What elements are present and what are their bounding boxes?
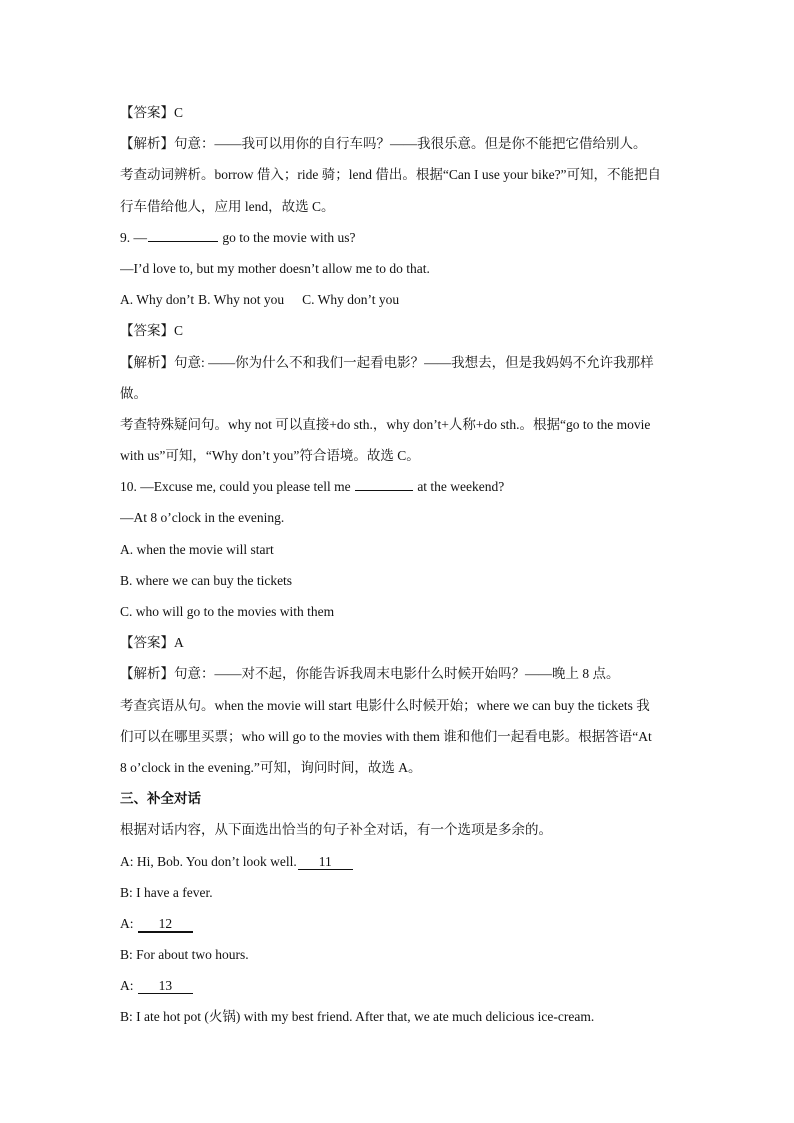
dialogue-line-1-text: A: Hi, Bob. You don’t look well. [120, 853, 297, 869]
analysis-8-conclusion: 行车借给他人，应用 lend，故选 C。 [120, 198, 335, 214]
analysis-8-meaning: 【解析】句意：——我可以用你的自行车吗？——我很乐意。但是你不能把它借给别人。 [120, 136, 647, 152]
dialogue-blank-12: 12 [138, 916, 193, 933]
dialogue-line-3-text: A: [120, 915, 137, 931]
analysis-9-meaning-cont: 做。 [120, 385, 147, 401]
question-9-reply: —I’d love to, but my mother doesn’t allow me to do that. [120, 260, 430, 276]
answer-label-10: 【答案】A [120, 635, 184, 651]
dialogue-blank-11: 11 [298, 854, 353, 870]
analysis-10-conclusion: 8 o’clock in the evening.”可知，询问时间，故选 A。 [120, 759, 422, 775]
question-9-option-c: C. Why don’t you [302, 292, 400, 308]
dialogue-line-3 [120, 911, 680, 942]
question-10-option-b: B. where we can buy the tickets [120, 572, 293, 588]
question-10-suffix: at the weekend? [413, 479, 505, 495]
question-10-reply: —At 8 o’clock in the evening. [120, 510, 285, 526]
question-10 [120, 474, 680, 505]
analysis-10-detail-cont: 们可以在哪里买票；who will go to the movies with them 谁和他们一起看电影。根据答语“At [120, 728, 652, 744]
question-9-options [120, 287, 680, 318]
question-10-option-c: C. who will go to the movies with them [120, 604, 335, 619]
dialogue-line-1 [120, 849, 680, 880]
analysis-10-meaning: 【解析】句意：——对不起，你能告诉我周末电影什么时候开始吗？——晚上 8 点。 [120, 666, 620, 682]
analysis-8-detail: 考查动词辨析。borrow 借入；ride 骑；lend 借出。根据“Can I use your bike?”可知，不能把自 [120, 167, 662, 183]
dialogue-line-5 [120, 973, 680, 1004]
section-instructions: 根据对话内容，从下面选出恰当的句子补全对话，有一个选项是多余的。 [120, 822, 552, 838]
question-9-option-b: B. Why not you [198, 292, 285, 308]
question-10-option-a: A. when the movie will start [120, 541, 274, 557]
answer-label-8: 【答案】C [120, 105, 184, 120]
question-9 [120, 225, 680, 256]
dialogue-line-6: B: I ate hot pot (火锅) with my best friend. After that, we ate much delicious ice-cream. [120, 1009, 595, 1025]
question-9-prefix: 9. — [120, 229, 147, 245]
dialogue-line-5-text: A: [120, 978, 137, 994]
analysis-9-detail: 考查特殊疑问句。why not 可以直接+do sth.，why don’t+人称+do sth.。根据“go to the movie [120, 416, 651, 432]
analysis-9-conclusion: with us”可知，“Why don’t you”符合语境。故选 C。 [120, 448, 420, 464]
document-page [120, 100, 680, 1036]
dialogue-line-2: B: I have a fever. [120, 884, 213, 900]
section-heading: 三、补全对话 [120, 791, 201, 807]
dialogue-blank-13: 13 [138, 978, 193, 994]
answer-label-9: 【答案】C [120, 323, 184, 339]
dialogue-line-4: B: For about two hours. [120, 947, 249, 963]
question-9-option-a: A. Why don’t [120, 292, 195, 308]
question-10-blank [355, 475, 413, 491]
analysis-10-detail: 考查宾语从句。when the movie will start 电影什么时候开始；where we can buy the tickets 我 [120, 697, 650, 713]
question-9-suffix: go to the movie with us? [219, 229, 356, 245]
question-9-blank [148, 226, 218, 242]
question-10-prefix: 10. —Excuse me, could you please tell me [120, 479, 354, 495]
analysis-9-meaning: 【解析】句意: ——你为什么不和我们一起看电影？——我想去，但是我妈妈不允许我那样 [120, 354, 654, 370]
